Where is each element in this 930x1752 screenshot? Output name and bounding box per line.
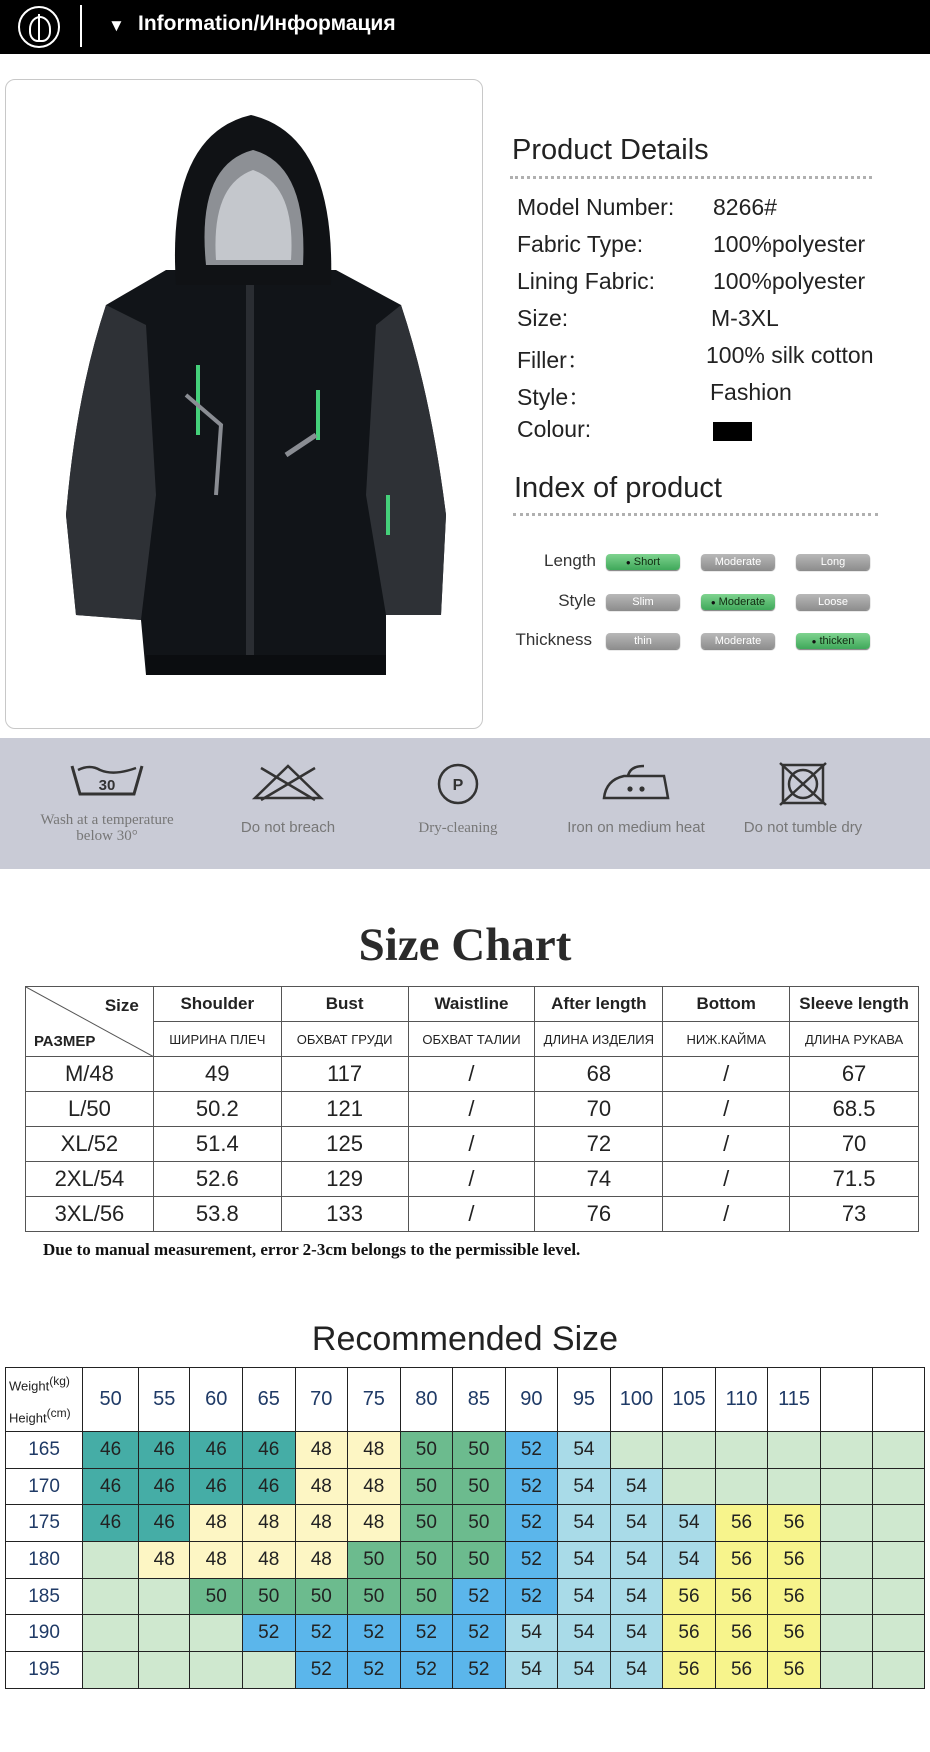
height-row [6, 1652, 925, 1689]
column-header: Bust [281, 987, 408, 1022]
size-cell: 46 [139, 1505, 190, 1542]
measurement-cell: / [663, 1162, 790, 1197]
column-header-ru: ОБХВАТ ГРУДИ [281, 1022, 408, 1057]
measurement-cell: 70 [790, 1127, 919, 1162]
size-cell: 46 [83, 1505, 139, 1542]
weight-header-cell: 105 [663, 1368, 716, 1432]
index-label-style: Style [558, 591, 596, 610]
size-cell: 48 [295, 1505, 348, 1542]
size-cell: 50 [242, 1578, 295, 1615]
measurement-cell: / [663, 1127, 790, 1162]
colour-swatch [713, 422, 752, 441]
size-cell [768, 1468, 821, 1505]
product-details-heading: Product Details [512, 134, 709, 166]
measurement-cell: 51.4 [153, 1127, 281, 1162]
size-cell: 54 [558, 1505, 611, 1542]
measurement-cell: 67 [790, 1057, 919, 1092]
column-header-ru: ДЛИНА ИЗДЕЛИЯ [535, 1022, 663, 1057]
size-cell: 50 [400, 1578, 453, 1615]
detail-label: Style： [517, 384, 592, 410]
size-cell [820, 1468, 873, 1505]
size-cell: 52 [295, 1615, 348, 1652]
weight-unit: (kg) [49, 1374, 70, 1388]
size-cell [820, 1615, 873, 1652]
size-cell: 52 [505, 1468, 558, 1505]
weight-height-corner [6, 1368, 83, 1432]
height-cell: 195 [6, 1652, 83, 1689]
index-heading: Index of product [514, 472, 722, 504]
dry-clean-icon [436, 762, 480, 806]
size-cell: 54 [610, 1615, 663, 1652]
size-cell [83, 1578, 139, 1615]
care-label: Iron on medium heat [567, 819, 705, 836]
wash-temperature: 30 [98, 777, 116, 794]
size-cell: 52 [505, 1578, 558, 1615]
size-cell: 56 [768, 1652, 821, 1689]
detail-value: 8266# [713, 194, 777, 220]
size-cell [139, 1652, 190, 1689]
measurement-cell: 129 [281, 1162, 408, 1197]
size-cell: 54 [505, 1652, 558, 1689]
size-cell: 56 [663, 1615, 716, 1652]
index-option-pill: Moderate [701, 554, 775, 570]
weight-header-cell: 60 [190, 1368, 243, 1432]
weight-header-row [6, 1368, 925, 1432]
height-cell: 165 [6, 1432, 83, 1469]
measurement-cell: 49 [153, 1057, 281, 1092]
size-cell: 50 [453, 1542, 506, 1579]
size-cell: 50 [190, 1578, 243, 1615]
size-cell: 52 [505, 1542, 558, 1579]
size-cell [820, 1578, 873, 1615]
size-cell: 50 [453, 1468, 506, 1505]
size-cell: 48 [295, 1542, 348, 1579]
divider-dotted [513, 513, 878, 516]
size-chart-table [25, 986, 919, 1232]
detail-value: Fashion [710, 379, 792, 405]
size-cell [83, 1652, 139, 1689]
size-chart-row [26, 1057, 919, 1092]
measurement-cell: / [408, 1162, 535, 1197]
size-cell [83, 1615, 139, 1652]
care-iron [551, 738, 721, 869]
size-cell [873, 1468, 925, 1505]
size-cell: 50 [295, 1578, 348, 1615]
size-cell: 48 [295, 1468, 348, 1505]
size-cell: 54 [663, 1505, 716, 1542]
size-cell [663, 1432, 716, 1469]
size-cell: 52 [295, 1652, 348, 1689]
care-label: Do not breach [240, 819, 336, 836]
measurement-cell: 72 [535, 1127, 663, 1162]
weight-header-cell: 55 [139, 1368, 190, 1432]
weight-header-cell: 110 [715, 1368, 768, 1432]
measurement-cell: 125 [281, 1127, 408, 1162]
size-cell: 50 [453, 1432, 506, 1469]
corner-ru-label: РАЗМЕР [34, 1033, 96, 1050]
size-cell: 56 [715, 1578, 768, 1615]
column-header-ru: ШИРИНА ПЛЕЧ [153, 1022, 281, 1057]
weight-header-cell: 75 [348, 1368, 401, 1432]
size-cell: 46 [83, 1468, 139, 1505]
size-cell: 54 [558, 1468, 611, 1505]
size-cell: 56 [715, 1505, 768, 1542]
height-cell: 180 [6, 1542, 83, 1579]
size-cell: 50 [400, 1542, 453, 1579]
size-cell: 54 [610, 1652, 663, 1689]
size-cell [873, 1542, 925, 1579]
size-cell: 52 [242, 1615, 295, 1652]
measurement-cell: / [408, 1057, 535, 1092]
measurement-cell: 53.8 [153, 1197, 281, 1232]
weight-label [9, 1374, 70, 1393]
size-cell: 46 [242, 1468, 295, 1505]
size-cell: 46 [83, 1432, 139, 1469]
care-label: Dry-cleaning [418, 820, 498, 836]
care-instructions [0, 738, 930, 869]
size-cell: 56 [715, 1615, 768, 1652]
column-header: Waistline [408, 987, 535, 1022]
detail-value: 100%polyester [713, 268, 866, 294]
height-row [6, 1542, 925, 1579]
measurement-cell: 76 [535, 1197, 663, 1232]
size-cell: 46 [190, 1432, 243, 1469]
size-chart-corner [26, 987, 154, 1057]
measurement-cell: / [663, 1092, 790, 1127]
size-cell: 48 [348, 1468, 401, 1505]
measurement-cell: / [408, 1127, 535, 1162]
size-cell: 48 [242, 1505, 295, 1542]
size-cell: 52 [453, 1578, 506, 1615]
size-cell: 56 [663, 1652, 716, 1689]
measurement-cell: / [663, 1197, 790, 1232]
column-header: Sleeve length [790, 987, 919, 1022]
index-option-pill: Long [796, 554, 870, 570]
height-label [9, 1406, 71, 1425]
detail-value: 100% silk cotton [706, 342, 874, 368]
header-title: Information/Информация [138, 12, 396, 35]
detail-label: Filler： [517, 347, 590, 373]
size-cell: 56 [715, 1652, 768, 1689]
size-cell: 54 [610, 1578, 663, 1615]
size-cell: 46 [190, 1468, 243, 1505]
measurement-cell: 133 [281, 1197, 408, 1232]
size-cell: 52 [348, 1615, 401, 1652]
size-cell [820, 1652, 873, 1689]
size-chart-row [26, 1092, 919, 1127]
height-label-text: Height [9, 1410, 47, 1426]
size-label-cell: M/48 [26, 1057, 154, 1092]
height-cell: 190 [6, 1615, 83, 1652]
size-cell: 52 [453, 1615, 506, 1652]
size-chart-header-row [26, 987, 919, 1022]
size-cell [820, 1505, 873, 1542]
size-cell: 46 [242, 1432, 295, 1469]
size-cell: 56 [663, 1578, 716, 1615]
column-header: After length [535, 987, 663, 1022]
size-cell: 52 [348, 1652, 401, 1689]
index-option-pill: thin [606, 633, 680, 649]
size-cell: 46 [139, 1432, 190, 1469]
height-cell: 185 [6, 1578, 83, 1615]
size-cell [242, 1652, 295, 1689]
size-cell [873, 1615, 925, 1652]
size-cell [768, 1432, 821, 1469]
iron-medium-icon [600, 762, 672, 802]
size-cell [190, 1615, 243, 1652]
size-cell [190, 1652, 243, 1689]
size-cell: 52 [453, 1652, 506, 1689]
size-cell [715, 1468, 768, 1505]
size-cell: 52 [505, 1432, 558, 1469]
corner-size-label: Size [104, 996, 139, 1015]
index-option-pill: Moderate [701, 633, 775, 649]
product-photo [5, 79, 483, 729]
height-cell: 175 [6, 1505, 83, 1542]
size-cell: 48 [190, 1505, 243, 1542]
size-cell: 46 [139, 1468, 190, 1505]
header-divider [80, 5, 82, 47]
measurement-cell: 52.6 [153, 1162, 281, 1197]
care-tumble [718, 738, 888, 869]
measurement-note: Due to manual measurement, error 2-3cm belongs to the permissible level. [43, 1240, 581, 1259]
column-header: Shoulder [153, 987, 281, 1022]
column-header: Bottom [663, 987, 790, 1022]
index-option-pill: ● Moderate [701, 594, 775, 610]
weight-header-cell: 90 [505, 1368, 558, 1432]
size-cell: 50 [453, 1505, 506, 1542]
detail-label: Lining Fabric: [517, 268, 656, 294]
measurement-cell: / [408, 1092, 535, 1127]
size-cell: 54 [610, 1468, 663, 1505]
size-cell: 54 [558, 1615, 611, 1652]
no-tumble-dry-icon [777, 762, 829, 806]
size-cell [820, 1432, 873, 1469]
height-row [6, 1615, 925, 1652]
size-chart-row [26, 1197, 919, 1232]
size-cell: 52 [505, 1505, 558, 1542]
measurement-cell: 73 [790, 1197, 919, 1232]
size-cell: 54 [558, 1432, 611, 1469]
size-cell [83, 1542, 139, 1579]
size-cell: 48 [242, 1542, 295, 1579]
size-chart-title: Size Chart [358, 919, 572, 971]
size-cell: 54 [610, 1505, 663, 1542]
wash-30-icon [70, 762, 144, 798]
detail-label: Colour: [517, 416, 592, 442]
no-bleach-icon [251, 762, 325, 802]
care-wash [22, 738, 192, 869]
size-cell: 48 [139, 1542, 190, 1579]
size-cell: 52 [400, 1652, 453, 1689]
size-cell [873, 1652, 925, 1689]
care-label: Wash at a temperature below 30° [40, 812, 174, 844]
size-cell: 48 [190, 1542, 243, 1579]
size-cell: 56 [768, 1578, 821, 1615]
triangle-down-icon: ▼ [108, 16, 125, 35]
size-cell [873, 1578, 925, 1615]
size-cell: 52 [400, 1615, 453, 1652]
weight-header-cell: 100 [610, 1368, 663, 1432]
size-cell: 50 [400, 1505, 453, 1542]
care-bleach [203, 738, 373, 869]
size-cell: 50 [348, 1578, 401, 1615]
index-option-pill: Loose [796, 594, 870, 610]
size-cell [139, 1578, 190, 1615]
measurement-cell: 71.5 [790, 1162, 919, 1197]
size-chart-row [26, 1127, 919, 1162]
size-cell: 48 [348, 1505, 401, 1542]
column-header-ru: ОБХВАТ ТАЛИИ [408, 1022, 535, 1057]
weight-header-cell: 115 [768, 1368, 821, 1432]
size-chart-row [26, 1162, 919, 1197]
index-label-length: Length [544, 551, 596, 570]
size-cell: 48 [348, 1432, 401, 1469]
size-cell [873, 1432, 925, 1469]
size-cell: 54 [558, 1542, 611, 1579]
height-row [6, 1505, 925, 1542]
measurement-cell: 74 [535, 1162, 663, 1197]
height-row [6, 1432, 925, 1469]
size-chart-header-ru-row [26, 1022, 919, 1057]
size-cell [715, 1432, 768, 1469]
recommended-size-title: Recommended Size [311, 1320, 619, 1358]
weight-header-cell: 80 [400, 1368, 453, 1432]
size-cell [610, 1432, 663, 1469]
size-label-cell: 2XL/54 [26, 1162, 154, 1197]
size-label-cell: XL/52 [26, 1127, 154, 1162]
size-cell: 56 [768, 1542, 821, 1579]
index-option-pill: Slim [606, 594, 680, 610]
height-unit: (cm) [46, 1406, 71, 1420]
size-cell: 54 [558, 1652, 611, 1689]
size-cell [820, 1542, 873, 1579]
size-cell: 50 [400, 1432, 453, 1469]
index-option-pill: ● thicken [796, 633, 870, 649]
brand-logo [18, 6, 60, 48]
detail-label: Fabric Type: [517, 231, 644, 257]
weight-header-cell: 85 [453, 1368, 506, 1432]
jacket-illustration [46, 95, 446, 695]
detail-value: M-3XL [711, 305, 779, 331]
weight-label-text: Weight [9, 1378, 50, 1394]
top-banner [0, 0, 930, 54]
size-cell: 54 [505, 1615, 558, 1652]
size-cell: 56 [768, 1615, 821, 1652]
measurement-cell: / [663, 1057, 790, 1092]
weight-header-cell [820, 1368, 873, 1432]
column-header-ru: НИЖ.КАЙМА [663, 1022, 790, 1057]
size-chart-body [26, 1057, 919, 1232]
size-label-cell: 3XL/56 [26, 1197, 154, 1232]
measurement-cell: 117 [281, 1057, 408, 1092]
size-cell: 56 [715, 1542, 768, 1579]
measurement-cell: 68.5 [790, 1092, 919, 1127]
size-cell: 56 [768, 1505, 821, 1542]
measurement-cell: 50.2 [153, 1092, 281, 1127]
measurement-cell: 70 [535, 1092, 663, 1127]
detail-value: 100%polyester [713, 231, 866, 257]
care-dryclean [373, 738, 543, 869]
size-cell: 54 [663, 1542, 716, 1579]
height-row [6, 1468, 925, 1505]
size-cell [139, 1615, 190, 1652]
size-cell [663, 1468, 716, 1505]
dry-clean-letter: P [452, 777, 464, 794]
measurement-cell: / [408, 1197, 535, 1232]
column-header-ru: ДЛИНА РУКАВА [790, 1022, 919, 1057]
weight-header-cell: 95 [558, 1368, 611, 1432]
size-cell: 48 [295, 1432, 348, 1469]
measurement-cell: 121 [281, 1092, 408, 1127]
size-cell: 54 [558, 1578, 611, 1615]
detail-label: Model Number: [517, 194, 675, 220]
weight-header-cell: 50 [83, 1368, 139, 1432]
recommended-size-body [6, 1432, 925, 1689]
weight-header-cell: 70 [295, 1368, 348, 1432]
care-label: Do not tumble dry [743, 819, 863, 836]
recommended-size-table [5, 1367, 925, 1689]
index-option-pill: ● Short [606, 554, 680, 570]
height-row [6, 1578, 925, 1615]
divider-dotted [510, 176, 872, 179]
size-label-cell: L/50 [26, 1092, 154, 1127]
size-cell: 54 [610, 1542, 663, 1579]
detail-label: Size: [517, 305, 569, 331]
size-cell [873, 1505, 925, 1542]
size-cell: 50 [400, 1468, 453, 1505]
index-label-thickness: Thickness [515, 630, 592, 649]
weight-header-cell: 65 [242, 1368, 295, 1432]
weight-header-cell [873, 1368, 925, 1432]
measurement-cell: 68 [535, 1057, 663, 1092]
size-cell: 50 [348, 1542, 401, 1579]
height-cell: 170 [6, 1468, 83, 1505]
